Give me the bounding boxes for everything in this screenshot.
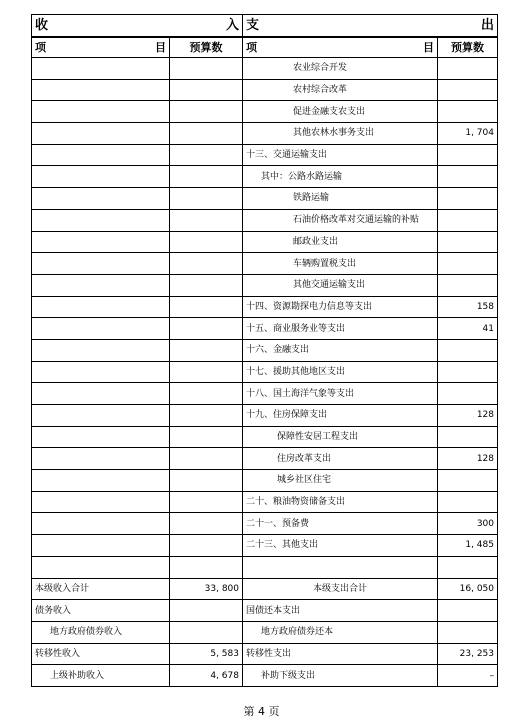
- expense-budget-cell: 158: [438, 296, 498, 318]
- expense-item-cell: 二十一、预备费: [243, 513, 438, 535]
- income-budget-header: 预算数: [170, 37, 243, 58]
- table-row: [32, 556, 498, 578]
- income-item-cell: [32, 339, 170, 361]
- income-item-cell: [32, 188, 170, 210]
- expense-budget-cell: 41: [438, 318, 498, 340]
- income-item-cell: [32, 79, 170, 101]
- expense-item-cell: 车辆购置税支出: [243, 253, 438, 275]
- table-row: [32, 426, 498, 448]
- income-budget-cell: [170, 58, 243, 80]
- income-item-cell: [32, 448, 170, 470]
- expense-budget-cell: [438, 339, 498, 361]
- income-budget-cell: [170, 600, 243, 622]
- income-budget-cell: 5, 583: [170, 643, 243, 665]
- income-item-cell: [32, 101, 170, 123]
- income-section-header: 收 入: [32, 15, 243, 38]
- table-row: [32, 296, 498, 318]
- table-row: [32, 405, 498, 427]
- income-item-cell: [32, 470, 170, 492]
- income-item-cell: 上级补助收入: [32, 665, 170, 687]
- expense-budget-cell: [438, 621, 498, 643]
- table-row: [32, 578, 498, 600]
- expense-budget-cell: 16, 050: [438, 578, 498, 600]
- income-item-cell: [32, 318, 170, 340]
- income-budget-cell: [170, 405, 243, 427]
- table-row: [32, 339, 498, 361]
- income-budget-cell: [170, 144, 243, 166]
- table-row: [32, 101, 498, 123]
- expense-item-cell: 转移性支出: [243, 643, 438, 665]
- expense-item-cell: 其他交通运输支出: [243, 274, 438, 296]
- income-item-cell: [32, 274, 170, 296]
- expense-item-cell: [243, 556, 438, 578]
- income-item-cell: [32, 58, 170, 80]
- expense-budget-cell: [438, 556, 498, 578]
- table-row: [32, 318, 498, 340]
- income-item-cell: [32, 361, 170, 383]
- expense-item-cell: 十三、交通运输支出: [243, 144, 438, 166]
- expense-budget-cell: [438, 600, 498, 622]
- expense-budget-cell: –: [438, 665, 498, 687]
- expense-item-cell: 十四、资源勘探电力信息等支出: [243, 296, 438, 318]
- income-budget-cell: [170, 166, 243, 188]
- expense-budget-cell: [438, 231, 498, 253]
- income-budget-cell: [170, 188, 243, 210]
- expense-budget-header: 预算数: [438, 37, 498, 58]
- income-budget-cell: 33, 800: [170, 578, 243, 600]
- income-budget-cell: [170, 426, 243, 448]
- income-item-cell: [32, 144, 170, 166]
- income-budget-cell: [170, 491, 243, 513]
- table-row: [32, 491, 498, 513]
- expense-item-cell: 邮政业支出: [243, 231, 438, 253]
- expense-budget-cell: [438, 79, 498, 101]
- table-row: [32, 383, 498, 405]
- income-item-cell: [32, 535, 170, 557]
- income-item-cell: [32, 209, 170, 231]
- income-item-cell: [32, 166, 170, 188]
- expense-item-cell: 住房改革支出: [243, 448, 438, 470]
- expense-item-cell: 农村综合改革: [243, 79, 438, 101]
- income-budget-cell: [170, 79, 243, 101]
- income-item-cell: [32, 231, 170, 253]
- expense-budget-cell: [438, 58, 498, 80]
- expense-budget-cell: [438, 383, 498, 405]
- income-item-header: 项 目: [32, 37, 170, 58]
- income-budget-cell: [170, 209, 243, 231]
- table-row: [32, 621, 498, 643]
- income-budget-cell: [170, 231, 243, 253]
- table-row: [32, 144, 498, 166]
- income-budget-cell: [170, 448, 243, 470]
- expense-item-cell: 石油价格改革对交通运输的补贴: [243, 209, 438, 231]
- expense-budget-cell: [438, 188, 498, 210]
- income-item-cell: [32, 513, 170, 535]
- expense-budget-cell: [438, 426, 498, 448]
- income-budget-cell: [170, 383, 243, 405]
- expense-item-cell: 其中：公路水路运输: [243, 166, 438, 188]
- income-item-cell: [32, 253, 170, 275]
- income-item-cell: [32, 405, 170, 427]
- income-item-cell: 转移性收入: [32, 643, 170, 665]
- budget-table: [31, 14, 498, 687]
- expense-budget-cell: [438, 166, 498, 188]
- income-budget-cell: [170, 123, 243, 145]
- table-row: [32, 58, 498, 80]
- table-row: [32, 188, 498, 210]
- income-item-cell: 债务收入: [32, 600, 170, 622]
- expense-item-cell: 铁路运输: [243, 188, 438, 210]
- expense-budget-cell: 1, 485: [438, 535, 498, 557]
- income-budget-cell: [170, 296, 243, 318]
- expense-budget-cell: 1, 704: [438, 123, 498, 145]
- expense-item-cell: 十八、国土海洋气象等支出: [243, 383, 438, 405]
- income-item-cell: [32, 426, 170, 448]
- expense-item-cell: 保障性安居工程支出: [243, 426, 438, 448]
- income-budget-cell: [170, 361, 243, 383]
- income-budget-cell: [170, 556, 243, 578]
- income-item-cell: [32, 296, 170, 318]
- expense-item-cell: 本级支出合计: [243, 578, 438, 600]
- expense-budget-cell: 128: [438, 448, 498, 470]
- income-item-cell: [32, 556, 170, 578]
- table-row: [32, 600, 498, 622]
- expense-budget-cell: [438, 361, 498, 383]
- income-budget-cell: [170, 535, 243, 557]
- expense-item-cell: 促进金融支农支出: [243, 101, 438, 123]
- column-header-row: [32, 37, 498, 58]
- expense-item-cell: 国债还本支出: [243, 600, 438, 622]
- expense-item-cell: 农业综合开发: [243, 58, 438, 80]
- expense-item-cell: 城乡社区住宅: [243, 470, 438, 492]
- expense-budget-cell: 300: [438, 513, 498, 535]
- income-budget-cell: [170, 101, 243, 123]
- expense-budget-cell: [438, 209, 498, 231]
- income-budget-cell: [170, 339, 243, 361]
- expense-item-cell: 其他农林水事务支出: [243, 123, 438, 145]
- income-budget-cell: 4, 678: [170, 665, 243, 687]
- table-row: [32, 448, 498, 470]
- table-row: [32, 361, 498, 383]
- table-row: [32, 123, 498, 145]
- income-budget-cell: [170, 470, 243, 492]
- table-row: [32, 643, 498, 665]
- expense-item-cell: 地方政府债券还本: [243, 621, 438, 643]
- expense-item-cell: 十九、住房保障支出: [243, 405, 438, 427]
- income-item-cell: [32, 491, 170, 513]
- expense-item-cell: 二十、粮油物资储备支出: [243, 491, 438, 513]
- expense-budget-cell: [438, 101, 498, 123]
- table-row: [32, 665, 498, 687]
- table-row: [32, 209, 498, 231]
- income-item-cell: [32, 383, 170, 405]
- page-number: 第 4 页: [243, 705, 280, 718]
- table-row: [32, 513, 498, 535]
- income-item-cell: 本级收入合计: [32, 578, 170, 600]
- table-row: [32, 470, 498, 492]
- expense-section-header: 支 出: [243, 15, 498, 38]
- income-budget-cell: [170, 253, 243, 275]
- table-row: [32, 166, 498, 188]
- income-item-cell: 地方政府债券收入: [32, 621, 170, 643]
- section-header-row: [32, 15, 498, 38]
- expense-budget-cell: 23, 253: [438, 643, 498, 665]
- income-budget-cell: [170, 274, 243, 296]
- income-budget-cell: [170, 318, 243, 340]
- table-row: [32, 274, 498, 296]
- expense-budget-cell: [438, 253, 498, 275]
- expense-item-cell: 十五、商业服务业等支出: [243, 318, 438, 340]
- expense-item-header: 项 目: [243, 37, 438, 58]
- expense-item-cell: 补助下级支出: [243, 665, 438, 687]
- expense-budget-cell: [438, 470, 498, 492]
- expense-budget-cell: [438, 274, 498, 296]
- table-row: [32, 253, 498, 275]
- expense-item-cell: 二十三、其他支出: [243, 535, 438, 557]
- expense-budget-cell: [438, 144, 498, 166]
- table-row: [32, 535, 498, 557]
- expense-item-cell: 十六、金融支出: [243, 339, 438, 361]
- table-row: [32, 79, 498, 101]
- table-row: [32, 231, 498, 253]
- expense-item-cell: 十七、援助其他地区支出: [243, 361, 438, 383]
- income-budget-cell: [170, 621, 243, 643]
- income-budget-cell: [170, 513, 243, 535]
- expense-budget-cell: [438, 491, 498, 513]
- expense-budget-cell: 128: [438, 405, 498, 427]
- income-item-cell: [32, 123, 170, 145]
